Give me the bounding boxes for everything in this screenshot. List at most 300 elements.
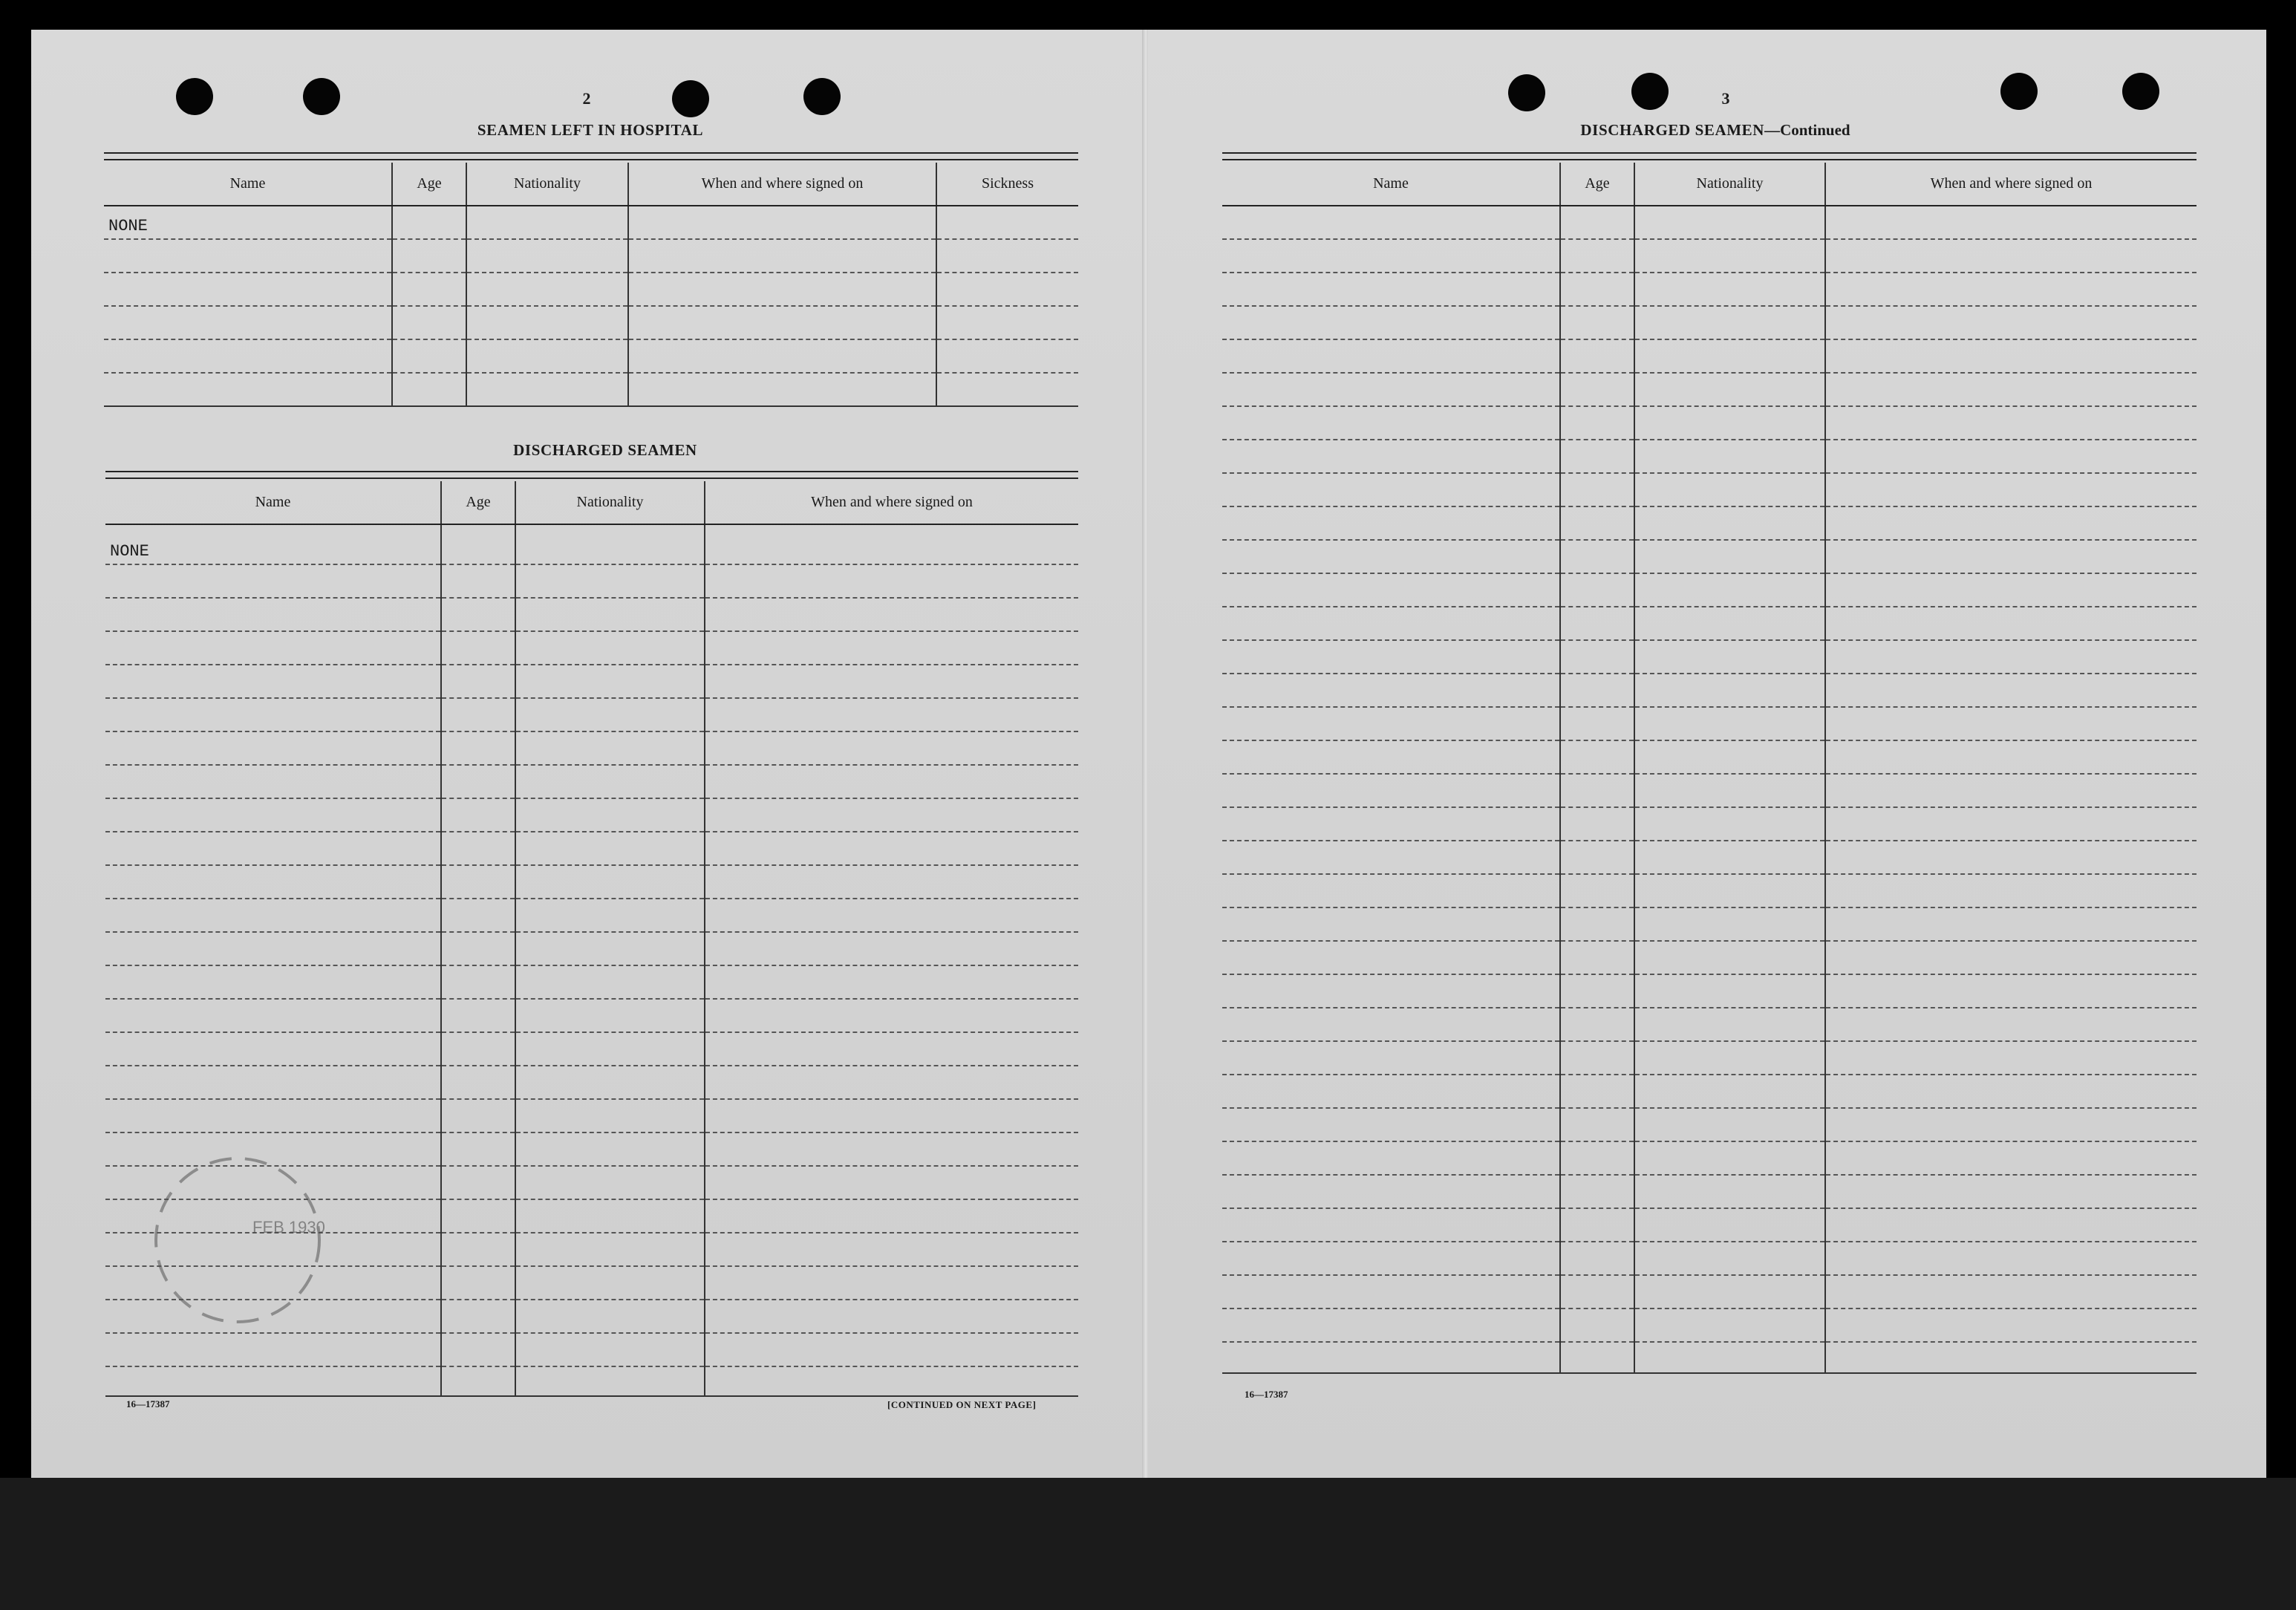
column-header: Name xyxy=(105,481,441,524)
table-row xyxy=(105,899,1078,932)
blank-cell xyxy=(1222,1308,1560,1342)
blank-cell xyxy=(1222,406,1560,440)
blank-cell xyxy=(515,1233,705,1266)
blank-cell xyxy=(1825,774,2196,807)
blank-cell xyxy=(1222,339,1560,373)
blank-cell xyxy=(1825,1141,2196,1175)
blank-cell xyxy=(515,1333,705,1366)
blank-cell xyxy=(1634,506,1825,540)
blank-cell xyxy=(1825,440,2196,473)
blank-cell xyxy=(705,798,1078,832)
blank-cell xyxy=(705,865,1078,899)
discharged-section-title: DISCHARGED SEAMEN xyxy=(513,441,697,459)
blank-cell xyxy=(1560,1075,1634,1108)
blank-cell xyxy=(1634,1342,1825,1373)
blank-cell xyxy=(1222,1275,1560,1308)
nationality-cell xyxy=(466,206,628,239)
column-header: Nationality xyxy=(1634,163,1825,206)
blank-cell xyxy=(1825,1175,2196,1208)
blank-cell xyxy=(515,932,705,965)
table-row xyxy=(105,932,1078,965)
blank-cell xyxy=(1825,607,2196,640)
blank-cell xyxy=(1634,740,1825,774)
stamp-text: FEB 1930 xyxy=(252,1218,325,1236)
blank-cell xyxy=(705,1166,1078,1199)
blank-cell xyxy=(515,1166,705,1199)
blank-cell xyxy=(1560,1141,1634,1175)
blank-cell xyxy=(1634,1242,1825,1275)
name-cell xyxy=(105,524,441,564)
blank-cell xyxy=(1560,206,1634,239)
blank-cell xyxy=(441,731,515,765)
blank-cell xyxy=(1634,1108,1825,1141)
blank-cell xyxy=(1634,1275,1825,1308)
blank-cell xyxy=(105,1366,441,1396)
blank-cell xyxy=(515,1032,705,1066)
blank-cell xyxy=(105,731,441,765)
table-row xyxy=(1222,506,2196,540)
signed-on-cell xyxy=(628,206,936,239)
blank-cell xyxy=(515,698,705,731)
blank-cell xyxy=(705,631,1078,665)
blank-cell xyxy=(1222,974,1560,1008)
blank-cell xyxy=(1825,1208,2196,1242)
blank-cell xyxy=(105,1032,441,1066)
blank-cell xyxy=(1222,306,1560,339)
punch-hole-icon xyxy=(1508,74,1545,111)
blank-cell xyxy=(705,665,1078,698)
blank-cell xyxy=(1560,473,1634,506)
blank-cell xyxy=(1825,239,2196,273)
blank-cell xyxy=(1825,640,2196,674)
column-header: When and where signed on xyxy=(1825,163,2196,206)
blank-cell xyxy=(1222,841,1560,874)
blank-cell xyxy=(441,1166,515,1199)
blank-cell xyxy=(515,1266,705,1300)
punch-hole-icon xyxy=(176,78,213,115)
column-header: Sickness xyxy=(936,163,1078,206)
table-row xyxy=(105,524,1078,564)
blank-cell xyxy=(441,865,515,899)
blank-cell xyxy=(1560,740,1634,774)
blank-cell xyxy=(441,932,515,965)
right-top-rule xyxy=(1222,152,2196,160)
blank-cell xyxy=(1560,1175,1634,1208)
nationality-cell xyxy=(515,524,705,564)
table-row xyxy=(1222,740,2196,774)
blank-cell xyxy=(1222,674,1560,707)
punch-hole-icon xyxy=(303,78,340,115)
table-row xyxy=(104,239,1078,273)
table-row xyxy=(105,865,1078,899)
table-row xyxy=(105,698,1078,731)
blank-cell xyxy=(105,932,441,965)
column-header: Age xyxy=(441,481,515,524)
blank-cell xyxy=(1560,974,1634,1008)
blank-cell xyxy=(1825,1242,2196,1275)
table-row xyxy=(1222,640,2196,674)
table-row xyxy=(105,1366,1078,1396)
blank-cell xyxy=(1560,1041,1634,1075)
blank-cell xyxy=(1222,874,1560,907)
table-row xyxy=(1222,974,2196,1008)
blank-cell xyxy=(441,1300,515,1333)
blank-cell xyxy=(515,999,705,1032)
blank-cell xyxy=(1634,1075,1825,1108)
blank-cell xyxy=(705,1066,1078,1099)
typed-entry: NONE xyxy=(110,542,149,561)
blank-cell xyxy=(705,598,1078,631)
blank-cell xyxy=(1634,774,1825,807)
hospital-top-rule xyxy=(104,152,1078,160)
scan-bottom-margin xyxy=(0,1478,2296,1610)
blank-cell xyxy=(1634,273,1825,306)
table-row xyxy=(104,373,1078,406)
discharged-continued-header xyxy=(1222,163,2196,206)
blank-cell xyxy=(515,1366,705,1396)
table-row xyxy=(104,206,1078,239)
name-cell xyxy=(104,206,392,239)
blank-cell xyxy=(705,1032,1078,1066)
blank-cell xyxy=(1222,707,1560,740)
blank-cell xyxy=(1825,573,2196,607)
blank-cell xyxy=(1560,674,1634,707)
blank-cell xyxy=(705,1099,1078,1132)
table-row xyxy=(105,798,1078,832)
blank-cell xyxy=(105,899,441,932)
blank-cell xyxy=(105,1066,441,1099)
table-row xyxy=(105,731,1078,765)
blank-cell xyxy=(1825,373,2196,406)
blank-cell xyxy=(1634,573,1825,607)
blank-cell xyxy=(1634,206,1825,239)
blank-cell xyxy=(705,999,1078,1032)
blank-cell xyxy=(1222,907,1560,941)
table-row xyxy=(1222,1008,2196,1041)
blank-cell xyxy=(1634,339,1825,373)
blank-cell xyxy=(105,965,441,999)
discharged-continued-table xyxy=(1222,163,2196,1374)
blank-cell xyxy=(1825,339,2196,373)
blank-cell xyxy=(1222,373,1560,406)
blank-cell xyxy=(1222,807,1560,841)
blank-cell xyxy=(705,965,1078,999)
discharged-top-rule xyxy=(105,471,1078,479)
blank-cell xyxy=(515,798,705,832)
table-row xyxy=(1222,440,2196,473)
blank-cell xyxy=(1825,1041,2196,1075)
sickness-cell xyxy=(936,206,1078,239)
blank-cell xyxy=(1634,406,1825,440)
blank-cell xyxy=(1634,941,1825,974)
blank-cell xyxy=(105,1333,441,1366)
blank-cell xyxy=(1560,373,1634,406)
table-row xyxy=(1222,907,2196,941)
blank-cell xyxy=(1634,1308,1825,1342)
blank-cell xyxy=(1560,640,1634,674)
blank-cell xyxy=(515,1099,705,1132)
blank-cell xyxy=(441,765,515,798)
table-row xyxy=(1222,206,2196,239)
table-row xyxy=(1222,1108,2196,1141)
form-code: 16—17387 xyxy=(1245,1389,1288,1400)
blank-cell xyxy=(1560,440,1634,473)
blank-cell xyxy=(1825,740,2196,774)
blank-cell xyxy=(1825,406,2196,440)
blank-cell xyxy=(705,899,1078,932)
blank-cell xyxy=(515,564,705,598)
table-row xyxy=(1222,1208,2196,1242)
column-header: Name xyxy=(104,163,392,206)
blank-cell xyxy=(515,731,705,765)
blank-cell xyxy=(1634,239,1825,273)
blank-cell xyxy=(1560,573,1634,607)
blank-cell xyxy=(1825,540,2196,573)
blank-cell xyxy=(105,999,441,1032)
punch-hole-icon xyxy=(2122,73,2159,110)
discharged-table-header xyxy=(105,481,1078,524)
blank-cell xyxy=(1825,473,2196,506)
blank-cell xyxy=(105,564,441,598)
blank-cell xyxy=(1634,607,1825,640)
table-row xyxy=(1222,1075,2196,1108)
table-row xyxy=(1222,1275,2196,1308)
table-row xyxy=(105,965,1078,999)
blank-cell xyxy=(1222,607,1560,640)
table-row xyxy=(1222,406,2196,440)
blank-cell xyxy=(1222,273,1560,306)
blank-cell xyxy=(1825,206,2196,239)
blank-cell xyxy=(1634,841,1825,874)
table-row xyxy=(1222,707,2196,740)
blank-cell xyxy=(1222,573,1560,607)
table-row xyxy=(1222,573,2196,607)
blank-cell xyxy=(1560,707,1634,740)
table-row xyxy=(105,1099,1078,1132)
table-row xyxy=(1222,807,2196,841)
blank-cell xyxy=(1825,1308,2196,1342)
table-row xyxy=(1222,1242,2196,1275)
blank-cell xyxy=(1560,907,1634,941)
hospital-section-title: SEAMEN LEFT IN HOSPITAL xyxy=(477,121,704,139)
blank-cell xyxy=(1825,273,2196,306)
blank-cell xyxy=(1560,306,1634,339)
blank-cell xyxy=(705,932,1078,965)
blank-cell xyxy=(1825,1008,2196,1041)
blank-cell xyxy=(705,1199,1078,1233)
blank-cell xyxy=(515,1132,705,1166)
faded-stamp xyxy=(141,1144,334,1337)
blank-cell xyxy=(1634,907,1825,941)
blank-cell xyxy=(441,1199,515,1233)
table-row xyxy=(1222,1175,2196,1208)
blank-cell xyxy=(1222,1008,1560,1041)
table-row xyxy=(1222,874,2196,907)
blank-cell xyxy=(105,832,441,865)
table-row xyxy=(104,306,1078,339)
table-row xyxy=(1222,339,2196,373)
signed-on-cell xyxy=(705,524,1078,564)
blank-cell xyxy=(105,765,441,798)
blank-cell xyxy=(515,665,705,698)
blank-cell xyxy=(515,832,705,865)
blank-cell xyxy=(105,798,441,832)
table-row xyxy=(1222,841,2196,874)
table-row xyxy=(104,339,1078,373)
blank-cell xyxy=(441,899,515,932)
blank-cell xyxy=(1825,907,2196,941)
blank-cell xyxy=(1560,841,1634,874)
blank-cell xyxy=(1634,440,1825,473)
blank-cell xyxy=(105,698,441,731)
blank-cell xyxy=(1222,740,1560,774)
blank-cell xyxy=(441,965,515,999)
column-header: Age xyxy=(1560,163,1634,206)
blank-cell xyxy=(1825,1275,2196,1308)
blank-cell xyxy=(515,1199,705,1233)
page-number: 2 xyxy=(582,89,591,108)
blank-cell xyxy=(441,564,515,598)
blank-cell xyxy=(105,631,441,665)
page-number: 3 xyxy=(1721,89,1730,108)
age-cell xyxy=(441,524,515,564)
blank-cell xyxy=(105,665,441,698)
blank-cell xyxy=(441,598,515,631)
blank-cell xyxy=(515,899,705,932)
table-row xyxy=(105,665,1078,698)
table-row xyxy=(1222,1141,2196,1175)
blank-cell xyxy=(1222,1342,1560,1373)
blank-cell xyxy=(515,765,705,798)
blank-cell xyxy=(1560,1342,1634,1373)
blank-cell xyxy=(1634,674,1825,707)
blank-cell xyxy=(1825,306,2196,339)
blank-cell xyxy=(515,1066,705,1099)
blank-cell xyxy=(441,999,515,1032)
blank-cell xyxy=(705,1266,1078,1300)
blank-cell xyxy=(1560,239,1634,273)
blank-cell xyxy=(1222,540,1560,573)
table-row xyxy=(105,1032,1078,1066)
title-main: DISCHARGED SEAMEN xyxy=(1580,121,1765,139)
column-header: When and where signed on xyxy=(628,163,936,206)
table-row xyxy=(104,273,1078,306)
blank-cell xyxy=(1634,707,1825,740)
blank-cell xyxy=(1560,506,1634,540)
table-row xyxy=(105,1333,1078,1366)
hospital-table-header xyxy=(104,163,1078,206)
blank-cell xyxy=(1560,1108,1634,1141)
blank-cell xyxy=(1222,640,1560,674)
blank-cell xyxy=(1825,674,2196,707)
blank-cell xyxy=(1222,206,1560,239)
blank-cell xyxy=(1634,974,1825,1008)
blank-cell xyxy=(1222,1242,1560,1275)
age-cell xyxy=(392,206,466,239)
blank-cell xyxy=(1825,1108,2196,1141)
blank-cell xyxy=(1634,1041,1825,1075)
punch-hole-icon xyxy=(2000,73,2038,110)
blank-cell xyxy=(1560,1208,1634,1242)
blank-cell xyxy=(705,832,1078,865)
table-row xyxy=(105,832,1078,865)
column-header: Age xyxy=(392,163,466,206)
punch-hole-icon xyxy=(803,78,841,115)
blank-cell xyxy=(1222,440,1560,473)
blank-cell xyxy=(1634,1175,1825,1208)
blank-cell xyxy=(1634,1141,1825,1175)
blank-cell xyxy=(1825,941,2196,974)
blank-cell xyxy=(1825,974,2196,1008)
blank-cell xyxy=(441,1333,515,1366)
blank-cell xyxy=(515,865,705,899)
blank-cell xyxy=(1222,1175,1560,1208)
blank-cell xyxy=(1560,406,1634,440)
blank-cell xyxy=(1825,506,2196,540)
table-row xyxy=(1222,273,2196,306)
blank-cell xyxy=(1560,941,1634,974)
blank-cell xyxy=(705,698,1078,731)
blank-cell xyxy=(1222,941,1560,974)
blank-cell xyxy=(705,1233,1078,1266)
table-row xyxy=(1222,607,2196,640)
blank-cell xyxy=(441,832,515,865)
blank-cell xyxy=(1634,640,1825,674)
blank-cell xyxy=(705,731,1078,765)
blank-cell xyxy=(1634,1008,1825,1041)
blank-cell xyxy=(1560,874,1634,907)
table-row xyxy=(105,598,1078,631)
blank-cell xyxy=(705,765,1078,798)
table-row xyxy=(105,564,1078,598)
blank-cell xyxy=(1222,1141,1560,1175)
blank-cell xyxy=(1222,1208,1560,1242)
table-row xyxy=(1222,239,2196,273)
blank-cell xyxy=(705,1333,1078,1366)
blank-cell xyxy=(441,1132,515,1166)
blank-cell xyxy=(441,1266,515,1300)
blank-cell xyxy=(441,1066,515,1099)
form-code: 16—17387 xyxy=(126,1398,170,1409)
blank-cell xyxy=(1560,1275,1634,1308)
blank-cell xyxy=(1560,540,1634,573)
blank-cell xyxy=(1825,707,2196,740)
blank-cell xyxy=(1560,607,1634,640)
blank-cell xyxy=(705,564,1078,598)
title-suffix: —Continued xyxy=(1764,121,1850,139)
blank-cell xyxy=(441,798,515,832)
table-row xyxy=(1222,473,2196,506)
table-row xyxy=(1222,774,2196,807)
blank-cell xyxy=(705,1300,1078,1333)
discharged-continued-title xyxy=(1530,121,1901,140)
blank-cell xyxy=(1222,473,1560,506)
blank-cell xyxy=(1634,540,1825,573)
continued-note: [CONTINUED ON NEXT PAGE] xyxy=(887,1399,1037,1410)
table-row xyxy=(1222,306,2196,339)
blank-cell xyxy=(441,698,515,731)
blank-cell xyxy=(1560,774,1634,807)
table-row xyxy=(105,631,1078,665)
blank-cell xyxy=(1560,1008,1634,1041)
table-row xyxy=(1222,1342,2196,1373)
table-row xyxy=(1222,1308,2196,1342)
table-row xyxy=(105,999,1078,1032)
blank-cell xyxy=(1634,1208,1825,1242)
hospital-table xyxy=(104,163,1078,407)
table-row xyxy=(1222,1041,2196,1075)
blank-cell xyxy=(705,1132,1078,1166)
